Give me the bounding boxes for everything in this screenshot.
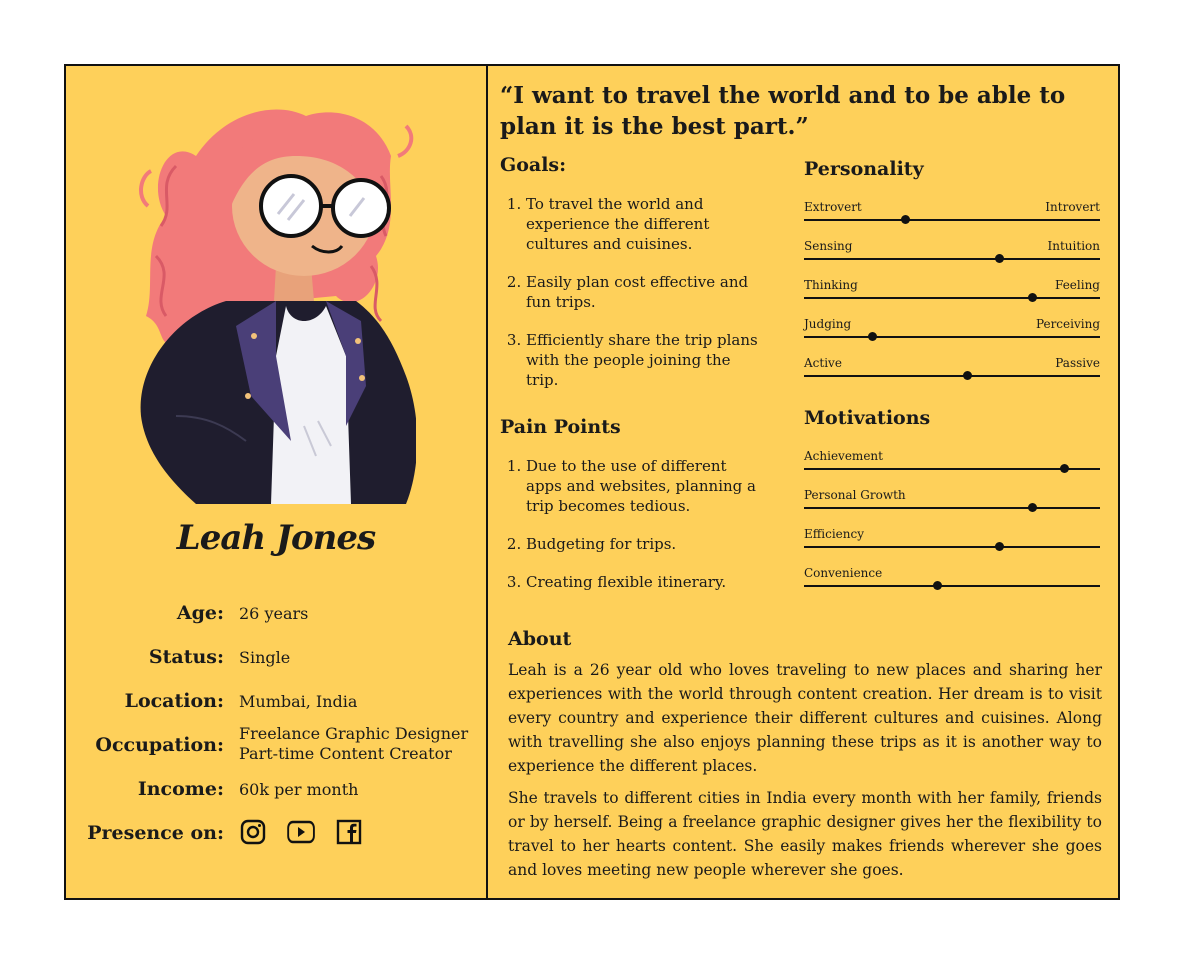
personality-active-passive-scale	[804, 356, 1100, 390]
motivation-efficiency-left-label: Efficiency	[804, 527, 865, 541]
motivation-achievement-track	[804, 468, 1100, 470]
personality-extrovert-introvert-right-label: Introvert	[1045, 200, 1100, 214]
occupation-value-secondary: Part-time Content Creator	[239, 744, 452, 763]
list-item: 1. To travel the world and experience the different cultures and cuisines.	[526, 194, 766, 254]
personality-judging-perceiving-right-label: Perceiving	[1035, 317, 1100, 331]
list-item: 2. Easily plan cost effective and fun trips.	[526, 272, 766, 312]
personality-sensing-intuition-left-label: Sensing	[804, 239, 853, 253]
motivation-efficiency-scale	[804, 527, 1100, 561]
motivation-achievement-left-label: Achievement	[804, 449, 883, 463]
personality-active-passive-knob	[963, 371, 972, 380]
status-value: Single	[239, 648, 291, 667]
personality-sensing-intuition-track	[804, 258, 1100, 260]
personality-active-passive-track	[804, 375, 1100, 377]
personality-thinking-feeling-left-label: Thinking	[804, 278, 858, 292]
pain-points-title: Pain Points	[500, 416, 621, 438]
motivation-convenience-scale	[804, 566, 1100, 600]
income-label: Income:	[137, 778, 224, 800]
personality-extrovert-introvert-scale	[804, 200, 1100, 234]
age-label: Age:	[176, 602, 224, 624]
motivation-personal-growth-track	[804, 507, 1100, 509]
personality-thinking-feeling-scale	[804, 278, 1100, 312]
youtube-icon[interactable]	[283, 818, 319, 846]
personality-sensing-intuition-knob	[995, 254, 1004, 263]
personality-sensing-intuition-scale	[804, 239, 1100, 273]
persona-profile-panel	[66, 66, 488, 898]
motivation-personal-growth-knob	[1028, 503, 1037, 512]
personality-judging-perceiving-left-label: Judging	[804, 317, 852, 331]
social-links	[239, 818, 363, 846]
motivation-convenience-knob	[933, 581, 942, 590]
personality-judging-perceiving-knob	[868, 332, 877, 341]
motivation-efficiency-knob	[995, 542, 1004, 551]
persona-card	[64, 64, 1120, 900]
about-title: About	[508, 628, 572, 650]
motivation-convenience-track	[804, 585, 1100, 587]
personality-judging-perceiving-track	[804, 336, 1100, 338]
personality-title: Personality	[804, 158, 924, 180]
motivation-convenience-left-label: Convenience	[804, 566, 883, 580]
age-value: 26 years	[239, 604, 309, 623]
presence-label: Presence on:	[87, 822, 224, 844]
income-value: 60k per month	[239, 780, 359, 799]
personality-thinking-feeling-track	[804, 297, 1100, 299]
location-label: Location:	[124, 690, 224, 712]
location-value: Mumbai, India	[239, 692, 358, 711]
motivation-personal-growth-left-label: Personal Growth	[804, 488, 906, 502]
persona-avatar	[136, 96, 416, 504]
instagram-icon[interactable]	[239, 818, 267, 846]
goals-title: Goals:	[500, 154, 567, 176]
personality-extrovert-introvert-left-label: Extrovert	[804, 200, 862, 214]
personality-extrovert-introvert-knob	[901, 215, 910, 224]
motivation-achievement-knob	[1060, 464, 1069, 473]
personality-active-passive-left-label: Active	[804, 356, 842, 370]
personality-sensing-intuition-right-label: Intuition	[1047, 239, 1100, 253]
motivation-achievement-scale	[804, 449, 1100, 483]
motivations-title: Motivations	[804, 407, 931, 429]
about-paragraph-1: Leah is a 26 year old who loves traveling to new places and sharing her experiences with the world through content creation. Her dream is to visit every country and experience their different cultures and cuisines. Along with travelling she also enjoys planning these trips as it is another way to experience the different places.	[508, 661, 1102, 775]
pain-points-list	[502, 456, 766, 610]
status-label: Status:	[148, 646, 224, 668]
list-item: 3. Creating flexible itinerary.	[526, 572, 766, 592]
occupation-value	[239, 724, 468, 764]
goals-list	[502, 194, 766, 408]
motivation-efficiency-track	[804, 546, 1100, 548]
facebook-icon[interactable]	[335, 818, 363, 846]
list-item: 3. Efficiently share the trip plans with the people joining the trip.	[526, 330, 766, 390]
persona-quote: “I want to travel the world and to be able to plan it is the best part.”	[500, 82, 1066, 140]
list-item: 2. Budgeting for trips.	[526, 534, 766, 554]
persona-details-panel	[488, 66, 1118, 898]
personality-thinking-feeling-right-label: Feeling	[1055, 278, 1100, 292]
motivation-personal-growth-scale	[804, 488, 1100, 522]
personality-thinking-feeling-knob	[1028, 293, 1037, 302]
occupation-label: Occupation:	[95, 734, 224, 756]
list-item: 1. Due to the use of different apps and websites, planning a trip becomes tedious.	[526, 456, 766, 516]
personality-active-passive-right-label: Passive	[1055, 356, 1100, 370]
persona-name: Leah Jones	[176, 518, 376, 558]
occupation-value-primary: Freelance Graphic Designer	[239, 724, 469, 743]
personality-judging-perceiving-scale	[804, 317, 1100, 351]
personality-extrovert-introvert-track	[804, 219, 1100, 221]
about-paragraph-2: She travels to different cities in India every month with her family, friends or by herself. Being a freelance graphic designer gives her the flexibility to travel to her hearts content. She easily makes friends wherever she goes and loves meeting new people wherever she goes.	[508, 789, 1102, 879]
